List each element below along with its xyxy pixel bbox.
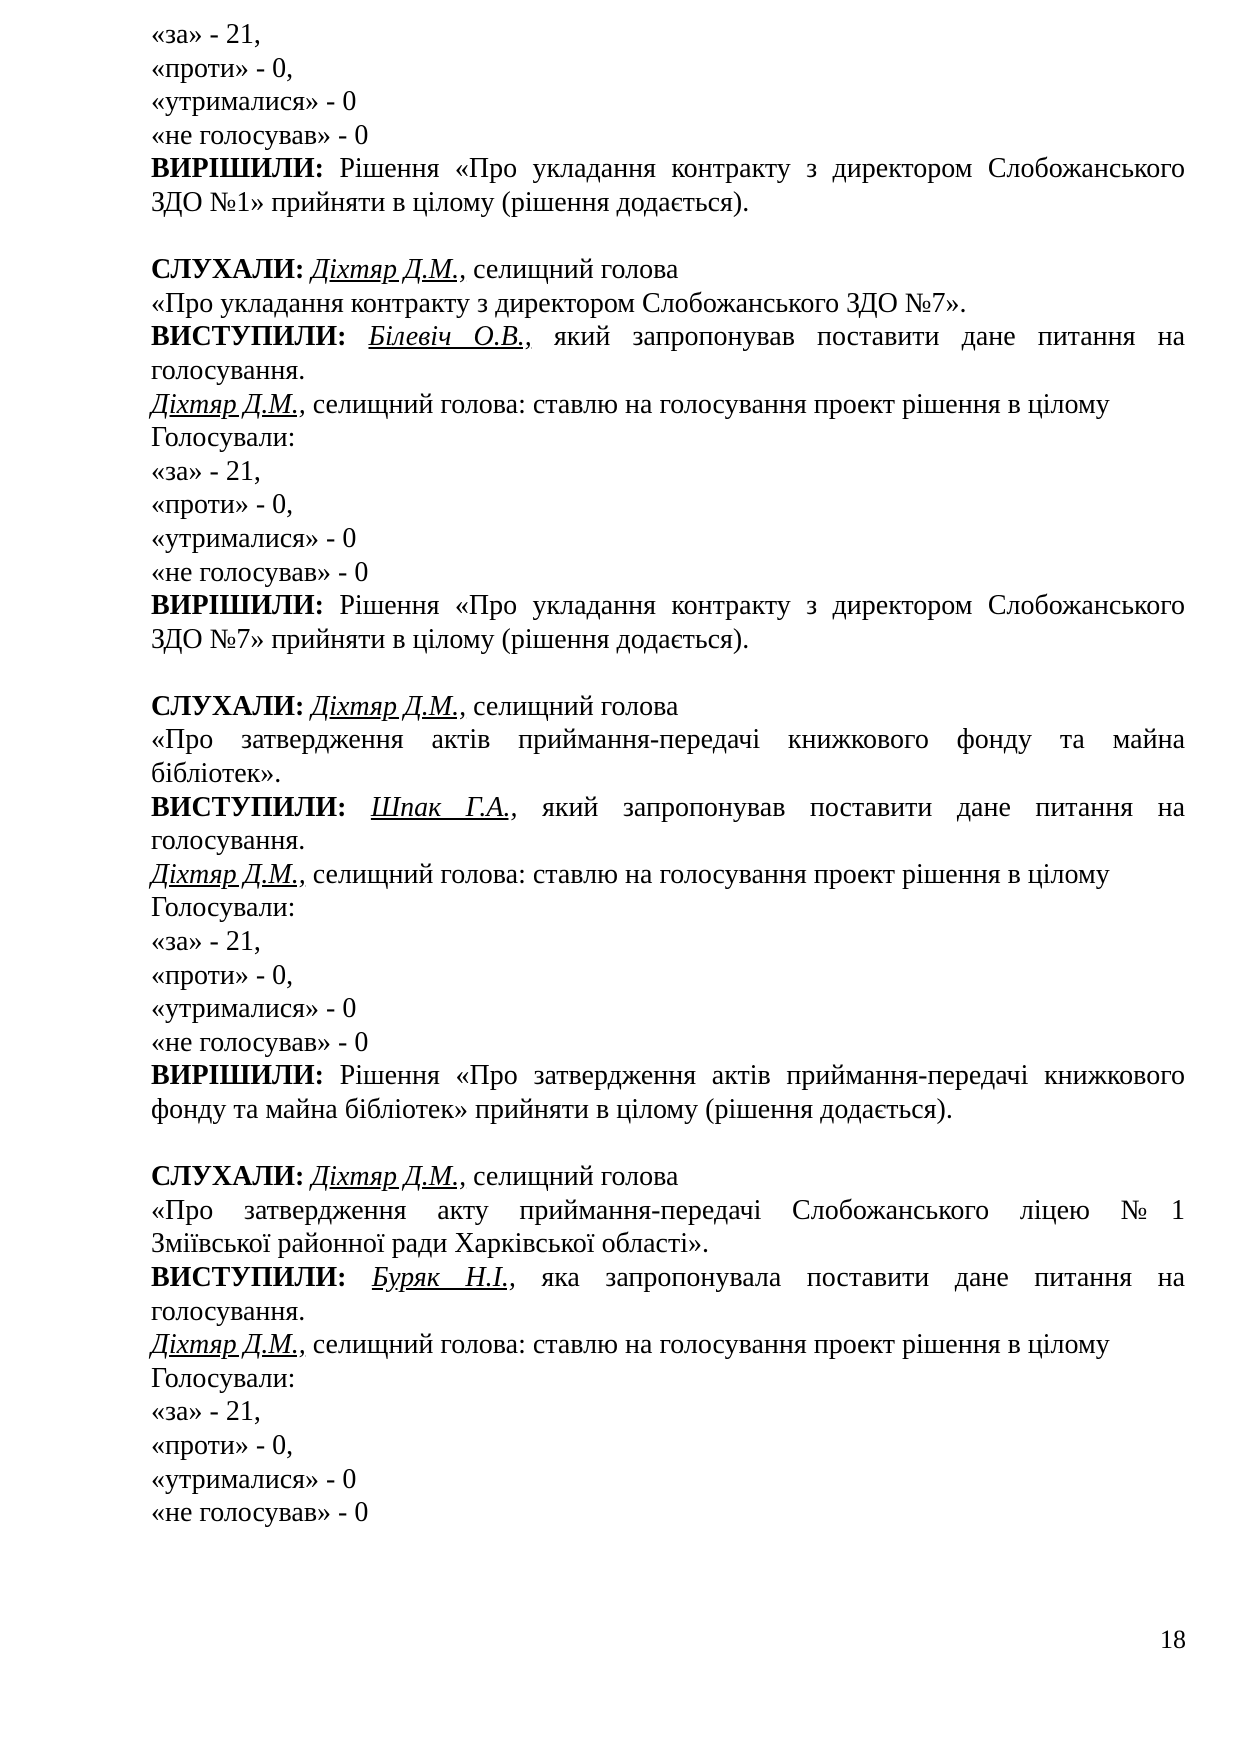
decision-line-2: фонду та майна бібліотек» прийняти в цілому (рішення додається). xyxy=(151,1094,953,1125)
topic-line: «Про затвердження актів приймання-передачі книжкового фонду та майна xyxy=(151,724,1185,756)
proposal-end: голосування. xyxy=(151,1295,306,1327)
speakers-line: ВИСТУПИЛИ: Білевіч О.В., який запропонував поставити дане питання на xyxy=(151,321,1185,353)
spacer xyxy=(151,220,1185,254)
spacer xyxy=(151,656,1185,690)
vote-against: «проти» - 0, xyxy=(151,959,294,991)
voted-label: Голосували: xyxy=(151,422,296,454)
topic-line: «Про затвердження акту приймання-передачі Слобожанського ліцею №1 xyxy=(151,1194,1185,1226)
spoke-label: ВИСТУПИЛИ: xyxy=(151,1261,347,1293)
vote-not-voted: «не голосував» - 0 xyxy=(151,1026,369,1058)
decision-line-2: ЗДО №1» прийняти в цілому (рішення додається). xyxy=(151,186,750,218)
decision-line-1: ВИРІШИЛИ: Рішення «Про укладання контракту з директором Слобожанського xyxy=(151,153,1185,185)
vote-abstained: «утрималися» - 0 xyxy=(151,86,357,118)
vote-against: «проти» - 0, xyxy=(151,1429,294,1461)
document-page xyxy=(151,18,1185,1530)
voted-label: Голосували: xyxy=(151,892,296,924)
speaker-name: Діхтяр Д.М., xyxy=(311,254,467,286)
vote-for: «за» - 21, xyxy=(151,19,261,50)
decision-line-2: ЗДО №7» прийняти в цілому (рішення додається). xyxy=(151,623,750,655)
heard-label: СЛУХАЛИ: xyxy=(151,1161,305,1193)
page-number: 18 xyxy=(1160,1625,1186,1654)
presenter-name: Білевіч О.В., xyxy=(368,321,532,353)
vote-not-voted: «не голосував» - 0 xyxy=(151,119,369,151)
decided-label: ВИРІШИЛИ: xyxy=(151,153,324,185)
speaker-name: Діхтяр Д.М., xyxy=(311,690,467,722)
topic-line: «Про укладання контракту з директором Слобожанського ЗДО №7». xyxy=(151,287,967,319)
heard-label: СЛУХАЛИ: xyxy=(151,690,305,722)
heard-label: СЛУХАЛИ: xyxy=(151,254,305,286)
decision-line-1: ВИРІШИЛИ: Рішення «Про укладання контракту з директором Слобожанського xyxy=(151,590,1185,622)
vote-for: «за» - 21, xyxy=(151,926,261,958)
presenter-name: Шпак Г.А., xyxy=(370,791,518,823)
vote-for: «за» - 21, xyxy=(151,455,261,487)
vote-abstained: «утрималися» - 0 xyxy=(151,993,357,1025)
heard-line: СЛУХАЛИ: Діхтяр Д.М., селищний голова xyxy=(151,1161,679,1193)
chair-line: Діхтяр Д.М., селищний голова: ставлю на голосування проект рішення в цілому xyxy=(151,858,1110,890)
heard-line: СЛУХАЛИ: Діхтяр Д.М., селищний голова xyxy=(151,690,679,722)
vote-for: «за» - 21, xyxy=(151,1396,261,1428)
voted-label: Голосували: xyxy=(151,1362,296,1394)
decision-line-1: ВИРІШИЛИ: Рішення «Про затвердження актів приймання-передачі книжкового xyxy=(151,1060,1185,1092)
vote-abstained: «утрималися» - 0 xyxy=(151,1463,357,1495)
vote-not-voted: «не голосував» - 0 xyxy=(151,556,369,588)
spoke-label: ВИСТУПИЛИ: xyxy=(151,321,347,353)
chair-line: Діхтяр Д.М., селищний голова: ставлю на голосування проект рішення в цілому xyxy=(151,1329,1110,1361)
spoke-label: ВИСТУПИЛИ: xyxy=(151,791,347,823)
topic-line: бібліотек». xyxy=(151,758,282,790)
speaker-name: Діхтяр Д.М., xyxy=(311,1161,467,1193)
chair-name: Діхтяр Д.М., xyxy=(151,1329,306,1361)
speakers-line: ВИСТУПИЛИ: Буряк Н.І., яка запропонувала поставити дане питання на xyxy=(151,1261,1185,1293)
chair-name: Діхтяр Д.М., xyxy=(151,388,306,420)
spacer xyxy=(151,1127,1185,1161)
vote-not-voted: «не голосував» - 0 xyxy=(151,1497,369,1529)
vote-against: «проти» - 0, xyxy=(151,489,294,521)
chair-name: Діхтяр Д.М., xyxy=(151,858,306,890)
decided-label: ВИРІШИЛИ: xyxy=(151,1060,324,1092)
speakers-line: ВИСТУПИЛИ: Шпак Г.А., який запропонував поставити дане питання на xyxy=(151,791,1185,823)
vote-abstained: «утрималися» - 0 xyxy=(151,522,357,554)
chair-line: Діхтяр Д.М., селищний голова: ставлю на голосування проект рішення в цілому xyxy=(151,388,1110,420)
vote-against: «проти» - 0, xyxy=(151,52,294,84)
proposal-end: голосування. xyxy=(151,354,306,386)
topic-line: Зміївської районної ради Харківської області». xyxy=(151,1228,709,1260)
heard-line: СЛУХАЛИ: Діхтяр Д.М., селищний голова xyxy=(151,254,679,286)
proposal-end: голосування. xyxy=(151,825,306,857)
presenter-name: Буряк Н.І., xyxy=(371,1261,516,1293)
decided-label: ВИРІШИЛИ: xyxy=(151,590,324,622)
